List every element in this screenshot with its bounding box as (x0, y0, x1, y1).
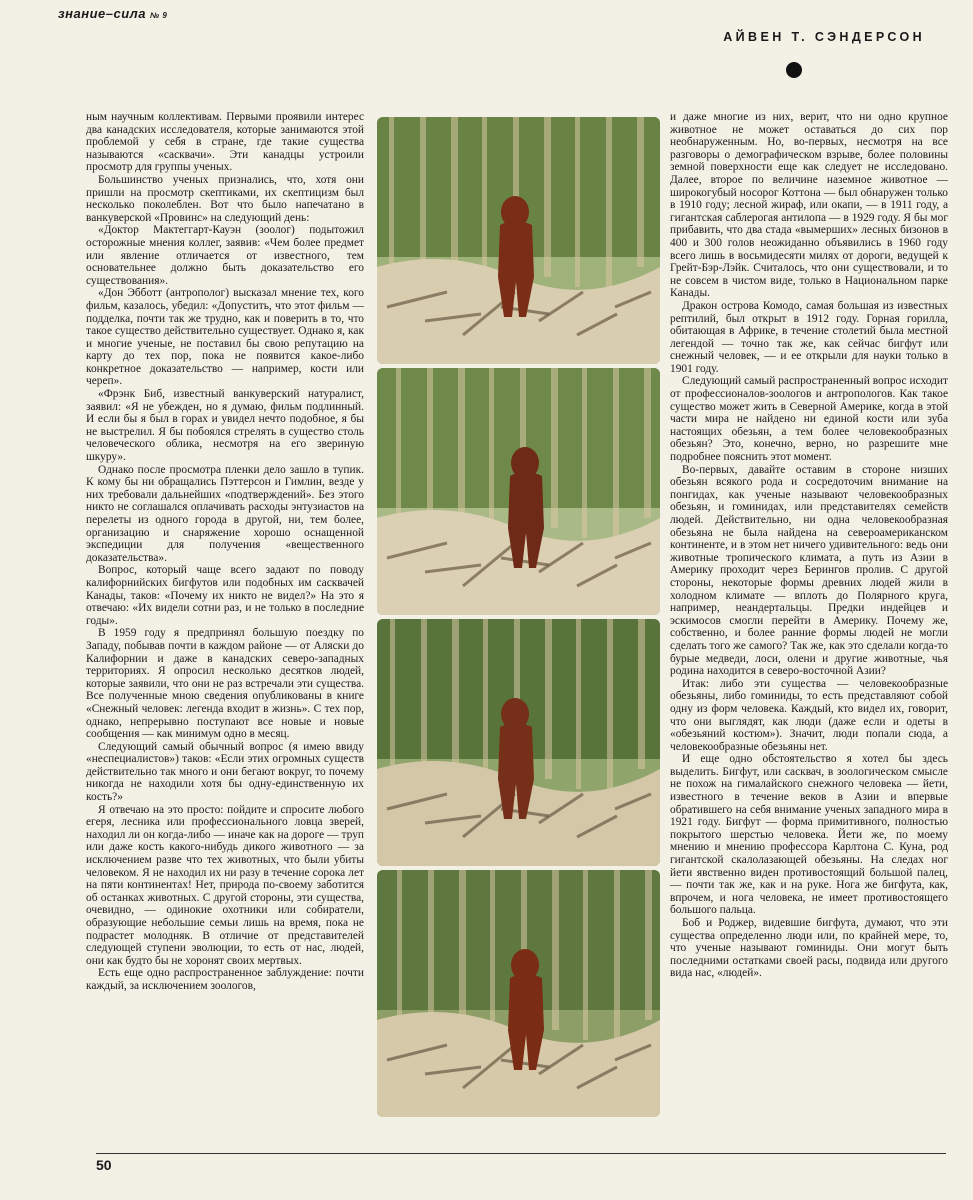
paragraph: Большинство ученых признались, что, хотя они пришли на просмотр скептиками, их скептицизм был несколько поколеблен. Вот что было напечатано в ванкуверской «Провинс» на следующий день: (86, 173, 364, 224)
film-frame-3 (377, 619, 660, 866)
left-text-column (86, 111, 364, 993)
page-number: 50 (96, 1157, 112, 1173)
footer-rule (96, 1153, 946, 1154)
paragraph: Во-первых, давайте оставим в стороне низших обезьян всякого рода и сосредоточим внимание на понгидах, как ученые называют человекообразных обезьян, и гоминидах, или представителях семейств людей. Действительно, ни одна человекообразная обезьяна не была найдена на североамериканском континенте, и в этом нет ничего удивительного: ведь они животные тропического климата, а путь из Азии в Америку проходит через Берингов пролив. С другой стороны, некоторые формы древних людей жили в холодном климате — вплоть до Полярного круга, например, неандертальцы. Предки индейцев и эскимосов смогли перейти в Америку. Почему же, собственно, и более ранние формы людей не могли сделать того же самого? Так же, как это сделали когда-то бурые медведи, лоси, олени и другие животные, чья родина находится в северо-восточной Азии? (670, 463, 948, 678)
magazine-name: знание–сила (58, 6, 146, 21)
paragraph: И еще одно обстоятельство я хотел бы здесь выделить. Бигфут, или сасквач, в зоологическом смысле не похож на гималайского снежного человека — йети, известного в течение веков в Азии и впервые обратившего на себя внимание ученых западного мира в 1921 году. Бигфут — форма примитивного, полностью покрытого шерстью человека. Йети же, по моему мнению и мнению профессора Карлтона С. Куна, род гигантской скалолазающей обезьяны. На следах ног йети явственно виден противостоящий большой палец, — почти так же, как и на руке. Нога же бигфута, как, впрочем, и нога человека, не имеет противостоящего большого пальца. (670, 753, 948, 917)
right-text-column (670, 111, 948, 980)
paragraph: В 1959 году я предпринял большую поездку по Западу, побывав почти в каждом районе — от Аляски до Калифорнии и даже в канадских северо-западных территориях. Я опросил несколько десятков людей, которые заявили, что они не раз встречали эти существа. Все полученные мною сведения опубликованы в книге «Снежный человек: легенда входит в жизнь». С тех пор, однако, непрерывно поступают все новые и новые сообщения — как минимум одно в месяц. (86, 627, 364, 741)
magazine-title (58, 6, 167, 21)
film-frame-4 (377, 870, 660, 1117)
paragraph: Итак: либо эти существа — человекообразные обезьяны, либо гоминиды, то есть представляют собой одну из форм человека. Каждый, кто видел их, говорит, что они выглядят, как люди (даже если и одеты в «обезьяний костюм»). Значит, люди попали сюда, а человекообразные обезьяны нет. (670, 677, 948, 753)
author-name: АЙВЕН Т. СЭНДЕРСОН (723, 30, 925, 44)
paragraph: Следующий самый распространенный вопрос исходит от профессионалов-зоологов и антропологов. Как такое существо может жить в Северной Америке, когда в этой части мира не найдено ни единой кости или зуба настоящих обезьян, а тем более человекообразных обезьян? Это, конечно, верно, но разрешите мне подробнее пояснить этот момент. (670, 375, 948, 464)
paragraph: и даже многие из них, верит, что ни одно крупное животное не может оставаться до сих пор необнаруженным. Но, во-первых, несмотря на все разговоры о демографическом взрыве, более половины земной поверхности еще как следует не исследовано. Далее, второе по величине наземное животное — широкогубый носорог Коттона — был обнаружен только в 1910 году; лесной жираф, или окапи, — в 1911 году, а гигантская саблерогая антилопа — в 1929 году. Я бы мог прибавить, что два стада «вымерших» лесных бизонов в 400 и 300 голов неожиданно объявились в 1960 году всего лишь в восьмидесяти милях от дороги, ведущей к Грейт-Бэр-Лэйк. Считалось, что они существовали, и то не совсем в чистом виде, только в Национальном парке Канады. (670, 111, 948, 300)
paragraph: Вопрос, который чаще всего задают по поводу калифорнийских бигфутов или подобных им сасквачей Канады, таков: «Почему их никто не видел?» На это я отвечаю: «Их видели сотни раз, и не только в последние годы». (86, 564, 364, 627)
photo-strip (377, 117, 660, 1121)
paragraph: «Фрэнк Биб, известный ванкуверский натуралист, заявил: «Я не убежден, но я думаю, фильм подлинный. И если бы я был в горах и увидел нечто подобное, я бы не выстрелил. Я бы побоялся стрелять в существо столь человеческого облика, несмотря на его звериную шкуру». (86, 388, 364, 464)
paragraph: Я отвечаю на это просто: пойдите и спросите любого егеря, лесника или профессионального ловца зверей, находил ли он когда-либо — иначе как на дороге — труп или даже кость какого-нибудь дикого животного — за исключением разве что тех животных, что были убиты человеком. Я не находил их ни разу в течение сорока лет на пяти континентах! Нет, природа по-своему заботится об останках животных. С другой стороны, эти существа, очевидно, — одинокие охотники или собиратели, образующие небольшие семьи лишь на время, пока не подрастет молодняк. В отличие от представителей следующей ступени эволюции, то есть от нас, людей, они как будто бы не хоронят своих мертвых. (86, 803, 364, 967)
paragraph: «Дон Эбботт (антрополог) высказал мнение тех, кого фильм, казалось, убедил: «Допустить, что этот фильм — подделка, почти так же трудно, как и поверить в то, что такое существо действительно существует. Однако я, как и многие ученые, не поставил бы свою репутацию на карту до тех пор, пока не появится какое-либо конкретное доказательство — например, кости или череп». (86, 287, 364, 388)
paragraph: Дракон острова Комодо, самая большая из известных рептилий, был открыт в 1912 году. Горная горилла, обитающая в Африке, в течение столетий была местной легендой — точно так же, как сейчас бигфут или снежный человек, — и ее открыли для науки только в 1901 году. (670, 299, 948, 375)
issue-number: № 9 (149, 11, 168, 20)
film-frame-2 (377, 368, 660, 615)
black-dot-icon (786, 62, 802, 78)
paragraph: Однако после просмотра пленки дело зашло в тупик. К кому бы ни обращались Пэттерсон и Гимлин, везде у них требовали дальнейших «подтверждений». Без этого никто не соглашался оплачивать расходы энтузиастов на перелеты из одного города в другой, ни, тем более, организацию и снаряжение хорошо оснащенной экспедиции для получения «вещественного доказательства». (86, 463, 364, 564)
film-frame-1 (377, 117, 660, 364)
paragraph: «Доктор Мактеггарт-Кауэн (зоолог) подытожил осторожные мнения коллег, заявив: «Чем более предмет или явление отличается от известного, тем основательнее должно быть доказательство его существования». (86, 224, 364, 287)
paragraph: Следующий самый обычный вопрос (я имею ввиду «неспециалистов») таков: «Если этих огромных существ действительно так много и они бегают вокруг, то почему никогда не находили хотя бы одну-единственную их кость?» (86, 740, 364, 804)
paragraph: ным научным коллективам. Первыми проявили интерес два канадских исследователя, которые занимаются этой проблемой у себя в стране, где такие существа называются «сасквачи». Эти канадцы устроили просмотр для группы ученых. (86, 111, 364, 174)
paragraph: Есть еще одно распространенное заблуждение: почти каждый, за исключением зоологов, (86, 967, 364, 992)
paragraph: Боб и Роджер, видевшие бигфута, думают, что эти существа определенно люди или, по крайней мере, то, что ученые называют гоминиды. Они могут быть последними остатками своей расы, подвида или другого вида нас, «людей». (670, 917, 948, 980)
